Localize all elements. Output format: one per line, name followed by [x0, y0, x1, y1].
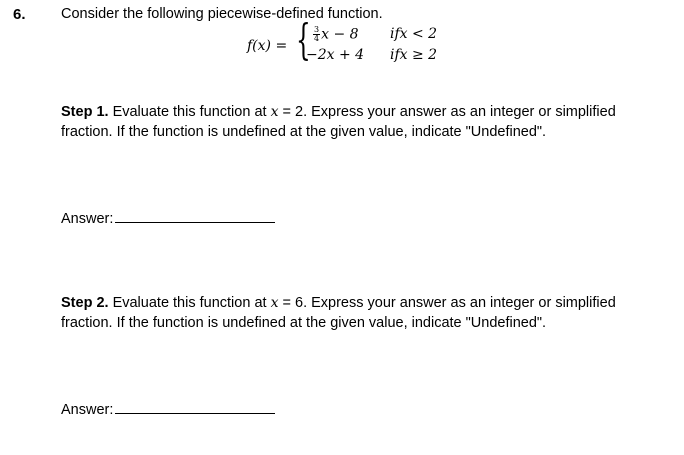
- step-1-equals: =: [278, 104, 295, 120]
- question-number: 6.: [13, 6, 26, 23]
- step-1-instructions: [61, 102, 661, 142]
- piece-1-expr-text: x − 8: [321, 26, 359, 43]
- step-2-variable: x: [270, 295, 279, 311]
- piece-2-expression: −2x + 4: [306, 47, 365, 63]
- piecewise-brace: {: [296, 15, 311, 64]
- step-2-value: 6.: [295, 295, 308, 311]
- answer-2-row: [61, 399, 275, 418]
- answer-2-label: Answer:: [61, 402, 114, 418]
- piece-1-condition: ifx < 2: [390, 26, 438, 42]
- piece-1-expression: [313, 26, 359, 43]
- step-2-text-a: Evaluate this function at: [108, 295, 271, 311]
- function-lhs: f(x) =: [247, 38, 288, 54]
- step-1-variable: x: [270, 104, 279, 120]
- answer-1-blank[interactable]: [115, 208, 275, 223]
- question-prompt: Consider the following piecewise-defined function.: [61, 6, 383, 22]
- step-1-value: 2.: [295, 104, 308, 120]
- step-2-label: Step 2.: [61, 295, 109, 311]
- step-1-text-a: Evaluate this function at: [108, 104, 271, 120]
- step-2-instructions: [61, 293, 661, 333]
- step-1-label: Step 1.: [61, 104, 109, 120]
- answer-1-label: Answer:: [61, 211, 114, 227]
- answer-2-blank[interactable]: [115, 399, 275, 414]
- step-2-equals: =: [278, 295, 295, 311]
- fraction-denominator: 4: [314, 34, 320, 43]
- fraction-three-quarters: [313, 26, 320, 43]
- piece-2-condition: ifx ≥ 2: [390, 47, 438, 63]
- fraction-numerator: 3: [314, 25, 320, 34]
- step-1-text-b: Express your answer as an integer or simplified fraction. If the function is undefined at the given value, indicate "Undefined".: [61, 104, 616, 140]
- answer-1-row: [61, 208, 275, 227]
- step-2-text-b: Express your answer as an integer or simplified fraction. If the function is undefined at the given value, indicate "Undefined".: [61, 295, 616, 331]
